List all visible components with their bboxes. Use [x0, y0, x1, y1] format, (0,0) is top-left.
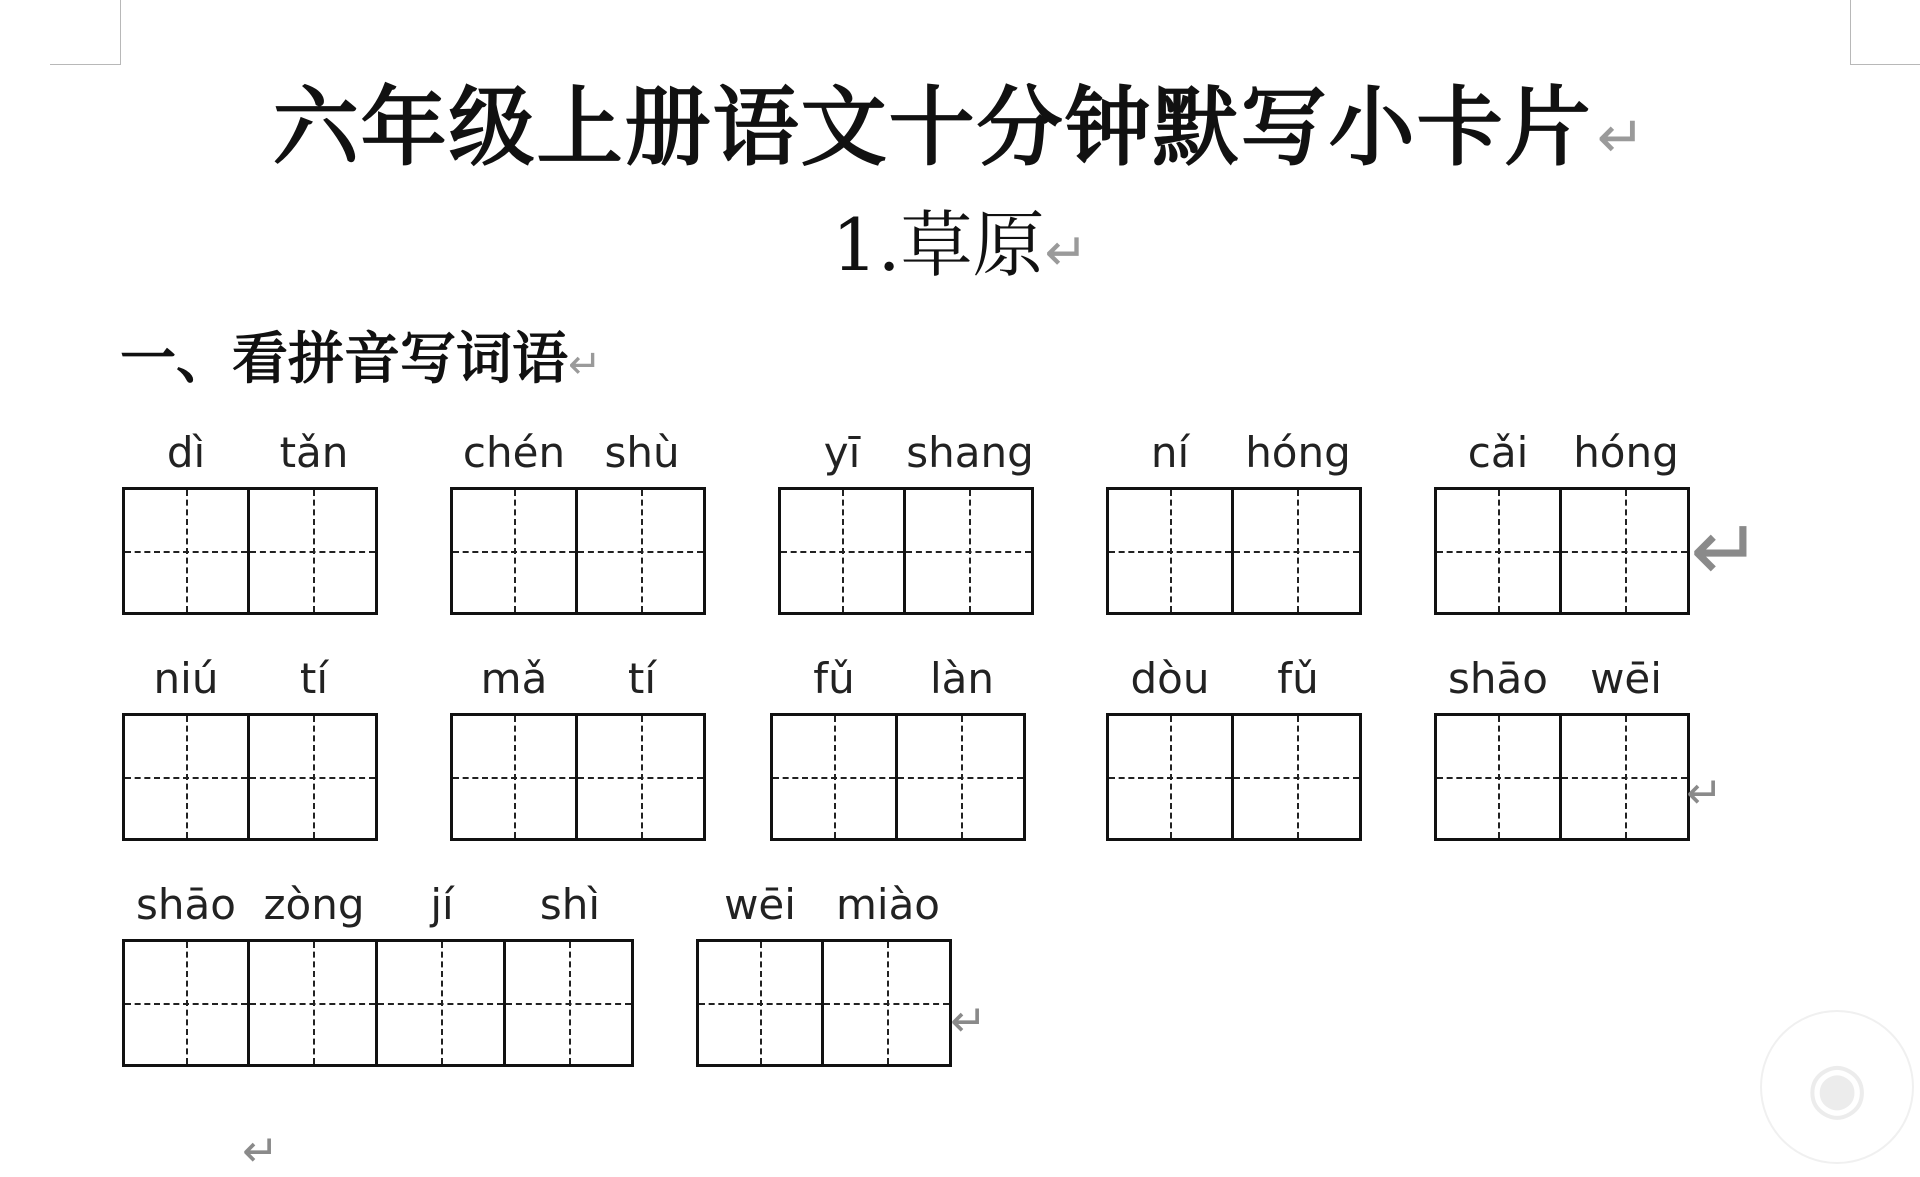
- pinyin-label: tǎn: [279, 428, 349, 477]
- pinyin-label: cǎi: [1467, 428, 1529, 477]
- pinyin-label: hóng: [1573, 428, 1679, 477]
- pinyin-label: shāo: [136, 880, 236, 929]
- pinyin-label: yī: [823, 428, 861, 477]
- paragraph-mark-icon: ↵: [1596, 103, 1648, 171]
- pinyin-label: shì: [539, 880, 601, 929]
- pinyin-label: shāo: [1448, 654, 1548, 703]
- writing-cell[interactable]: [250, 713, 378, 841]
- pinyin-label: shang: [906, 428, 1034, 477]
- lesson-title: [0, 200, 1920, 298]
- lesson-title-text: 1.草原: [831, 203, 1045, 287]
- pinyin-label: làn: [929, 654, 995, 703]
- paragraph-mark-icon: ↵: [1686, 768, 1723, 819]
- writing-cell[interactable]: [1106, 713, 1234, 841]
- pinyin-label: hóng: [1245, 428, 1351, 477]
- pinyin-label: wēi: [1590, 654, 1662, 703]
- watermark-logo-icon: ◉: [1760, 1010, 1914, 1164]
- document-title: [0, 78, 1920, 187]
- section-heading: [120, 325, 602, 400]
- writing-cell[interactable]: [250, 487, 378, 615]
- pinyin-label: tí: [627, 654, 657, 703]
- writing-cell[interactable]: [122, 487, 250, 615]
- writing-cell[interactable]: [506, 939, 634, 1067]
- pinyin-label: jí: [430, 880, 454, 929]
- pinyin-label: ní: [1150, 428, 1190, 477]
- writing-cell[interactable]: [250, 939, 378, 1067]
- writing-cell[interactable]: [1234, 713, 1362, 841]
- writing-cell[interactable]: [696, 939, 824, 1067]
- crop-mark-top-left: [50, 0, 121, 65]
- writing-cell[interactable]: [1434, 713, 1562, 841]
- writing-cell[interactable]: [578, 487, 706, 615]
- paragraph-mark-icon: ↵: [1690, 501, 1763, 601]
- pinyin-label: fǔ: [1277, 654, 1319, 703]
- writing-cell[interactable]: [778, 487, 906, 615]
- pinyin-label: niú: [153, 654, 219, 703]
- writing-cell[interactable]: [122, 713, 250, 841]
- paragraph-mark-icon: ↵: [1044, 223, 1089, 283]
- pinyin-label: tí: [299, 654, 329, 703]
- pinyin-label: miào: [835, 880, 940, 929]
- writing-cell[interactable]: [1234, 487, 1362, 615]
- writing-cell[interactable]: [906, 487, 1034, 615]
- writing-cell[interactable]: [1562, 713, 1690, 841]
- pinyin-label: dòu: [1130, 654, 1210, 703]
- pinyin-label: fǔ: [813, 654, 855, 703]
- paragraph-mark-icon: ↵: [950, 996, 987, 1047]
- writing-cell[interactable]: [1434, 487, 1562, 615]
- writing-cell[interactable]: [450, 713, 578, 841]
- crop-mark-top-right: [1850, 0, 1920, 65]
- pinyin-label: mǎ: [480, 654, 548, 703]
- writing-cell[interactable]: [450, 487, 578, 615]
- writing-cell[interactable]: [578, 713, 706, 841]
- title-text: 六年级上册语文十分钟默写小卡片: [272, 77, 1593, 178]
- pinyin-label: zòng: [263, 880, 365, 929]
- section-heading-text: 一、看拼音写词语: [120, 327, 568, 392]
- paragraph-mark-icon: ↵: [242, 1126, 279, 1177]
- pinyin-label: shù: [604, 428, 680, 477]
- paragraph-mark-icon: ↵: [568, 342, 602, 388]
- pinyin-label: wēi: [724, 880, 796, 929]
- writing-cell[interactable]: [824, 939, 952, 1067]
- writing-cell[interactable]: [378, 939, 506, 1067]
- writing-cell[interactable]: [122, 939, 250, 1067]
- writing-cell[interactable]: [898, 713, 1026, 841]
- writing-cell[interactable]: [1562, 487, 1690, 615]
- writing-cell[interactable]: [770, 713, 898, 841]
- pinyin-label: chén: [462, 428, 566, 477]
- pinyin-label: dì: [166, 428, 206, 477]
- writing-cell[interactable]: [1106, 487, 1234, 615]
